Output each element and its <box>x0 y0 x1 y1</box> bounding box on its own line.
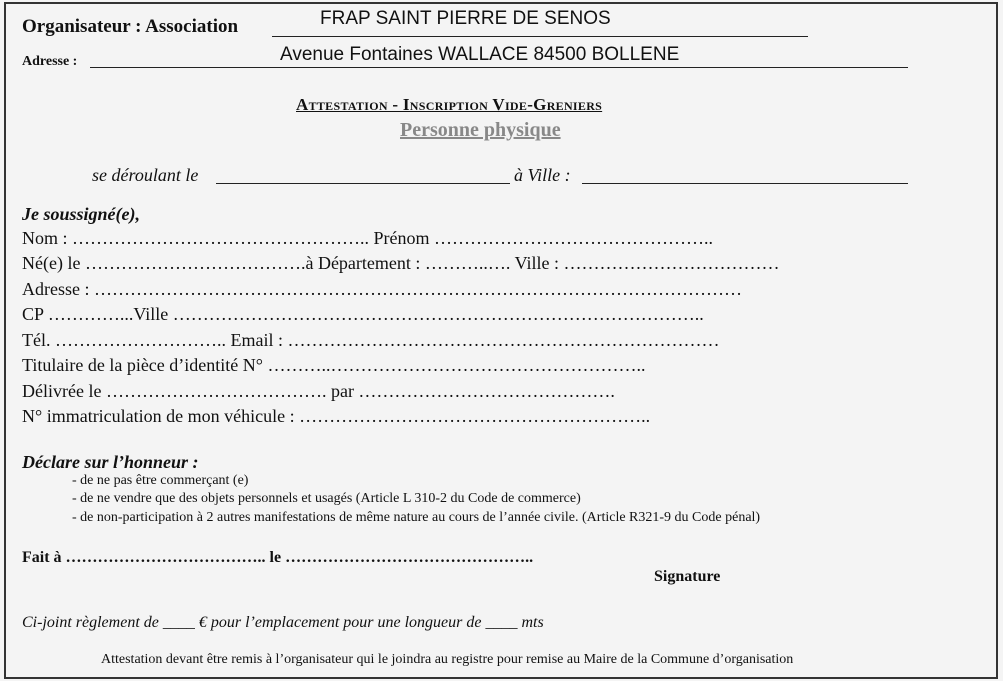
payment-length-field[interactable]: ____ <box>485 614 518 631</box>
declaration-heading: Déclare sur l’honneur : <box>22 452 199 472</box>
address-underline <box>90 67 908 68</box>
footer-note: Attestation devant être remis à l’organisateur qui le joindra au registre pour remise au Maire de la Commune d’organisation <box>101 652 794 667</box>
person-address-line[interactable]: Adresse : ……………………………………………………………………………………………… <box>22 279 742 299</box>
person-birth-line[interactable]: Né(e) le ……………………………….à Département : ………..…. Ville : ……………………………… <box>22 253 780 273</box>
event-date-field[interactable] <box>216 183 510 184</box>
organiser-value: FRAP SAINT PIERRE DE SENOS <box>320 8 611 29</box>
person-heading: Je soussigné(e), <box>22 204 140 224</box>
person-issued-line[interactable]: Délivrée le ………………………………. par ……………………………………. <box>22 381 615 401</box>
organiser-label: Organisateur : Association <box>22 16 239 37</box>
event-city-field[interactable] <box>582 183 908 184</box>
address-value: Avenue Fontaines WALLACE 84500 BOLLENE <box>280 44 680 65</box>
organiser-underline <box>272 36 808 37</box>
payment-line <box>22 614 544 632</box>
declaration-item: - de non-participation à 2 autres manifestations de même nature au cours de l’année civile. (Article R321-9 du Code pénal) <box>72 510 761 525</box>
payment-text-mid: € pour l’emplacement pour une longueur de <box>194 614 486 631</box>
payment-text-before: Ci-joint règlement de <box>22 614 163 631</box>
person-cp-city-line[interactable]: CP …………...Ville …………………………………………………………………………….. <box>22 304 704 324</box>
page-subtitle: Personne physique <box>400 119 561 141</box>
address-label: Adresse : <box>22 54 78 69</box>
person-name-line[interactable]: Nom : ………………………………………….. Prénom ……………………………………….. <box>22 228 713 248</box>
event-date-label: se déroulant le <box>92 165 199 185</box>
declaration-item: - de ne pas être commerçant (e) <box>72 473 249 488</box>
fait-a-line[interactable]: Fait à ……………………………….. le ……………………………………….. <box>22 549 534 566</box>
event-city-label: à Ville : <box>514 165 571 185</box>
payment-text-after: mts <box>517 614 544 631</box>
page-title: Attestation - Inscription Vide-Greniers <box>296 95 603 114</box>
signature-label: Signature <box>654 568 721 585</box>
person-id-line[interactable]: Titulaire de la pièce d’identité N° ………..…………………………………………….. <box>22 355 646 375</box>
payment-amount-field[interactable]: ____ <box>162 614 195 631</box>
person-phone-email-line[interactable]: Tél. ……………………….. Email : ……………………………………………………………… <box>22 330 720 350</box>
person-vehicle-line[interactable]: N° immatriculation de mon véhicule : ………………………………………………….. <box>22 406 651 426</box>
declaration-item: - de ne vendre que des objets personnels et usagés (Article L 310-2 du Code de commerce) <box>72 491 581 506</box>
